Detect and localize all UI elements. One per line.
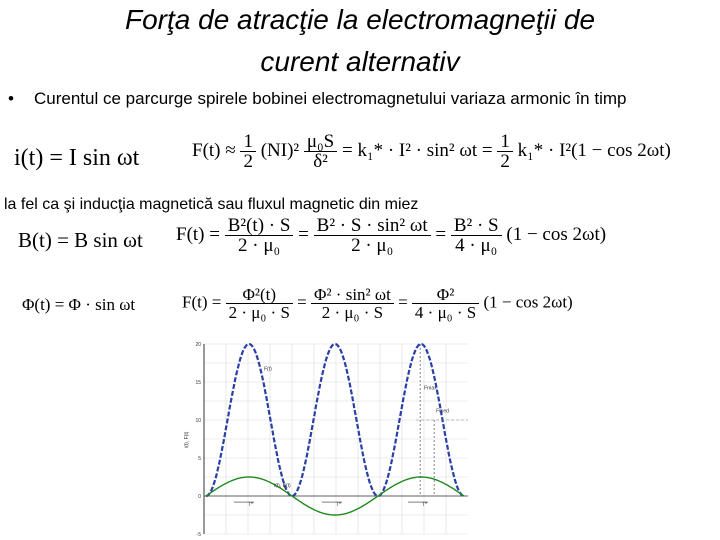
fraction xyxy=(311,286,394,321)
denominator: δ² xyxy=(304,151,337,171)
y-tick-label: -5 xyxy=(196,532,201,538)
numerator: 1 xyxy=(243,131,253,152)
y-tick-label: 15 xyxy=(195,380,201,386)
chart-annotation: F(t) xyxy=(264,366,272,373)
fraction xyxy=(412,286,479,321)
formula-force-flux xyxy=(182,286,573,321)
chart-series xyxy=(206,344,468,515)
numerator: 1 xyxy=(500,131,510,152)
fraction xyxy=(497,132,513,171)
y-tick-label: 20 xyxy=(195,342,201,348)
denominator: 2 xyxy=(240,151,256,171)
bullet-dot: • xyxy=(8,89,14,108)
y-axis-label: i(t), F(t) xyxy=(184,431,190,448)
numerator: B² · S xyxy=(453,215,499,236)
numerator: B²(t) · S xyxy=(227,215,291,236)
fraction xyxy=(240,132,256,171)
denominator: 4 · μ₀ · S xyxy=(412,303,479,321)
fraction xyxy=(225,216,294,255)
formula-part: (NI)² xyxy=(260,139,300,161)
formula-part: F(t) = xyxy=(176,223,220,245)
formula-force-induction xyxy=(176,216,606,255)
numerator: Φ² xyxy=(436,285,455,304)
denominator: 4 · μ₀ xyxy=(451,235,502,255)
chart-annotation: T* xyxy=(248,501,253,508)
formula-force-current xyxy=(192,132,671,171)
formula-induction: B(t) = B sin ωt xyxy=(18,228,143,252)
formula-part: = xyxy=(298,223,309,245)
fraction xyxy=(304,132,337,171)
slide-title-line2: curent alternativ xyxy=(260,46,460,77)
y-tick-label: 10 xyxy=(195,418,201,424)
formula-part: (1 − cos 2ωt) xyxy=(506,223,607,245)
slide-title-line1: Forţa de atracţie la electromagneţii de xyxy=(124,4,596,35)
formula-part: (1 − cos 2ωt) xyxy=(483,292,573,312)
bullet-item xyxy=(8,88,708,110)
formula-part: F(t) ≈ xyxy=(192,139,236,161)
chart-annotation: i(t), B(t) xyxy=(274,482,291,489)
formula-part: F(t) = xyxy=(182,292,222,312)
formula-part: k₁* · I²(1 − cos 2ωt) xyxy=(517,139,671,161)
formula-part: = xyxy=(297,292,307,312)
fraction xyxy=(226,286,293,321)
denominator: 2 xyxy=(497,151,513,171)
y-tick-label: 0 xyxy=(198,494,201,500)
numerator: Φ² · sin² ωt xyxy=(314,285,391,304)
numerator: B² · S · sin² ωt xyxy=(316,215,428,236)
chart-annotation: Fmax xyxy=(424,385,437,392)
formula-part: = xyxy=(398,292,408,312)
y-tick-label: 5 xyxy=(198,456,201,462)
formula-part: = xyxy=(435,223,447,245)
numerator: μ₀S xyxy=(306,131,335,152)
bullet-text: Curentul ce parcurge spirele bobinei electromagnetului variaza armonic în timp xyxy=(34,89,627,108)
formula-flux: Φ(t) = Φ · sin ωt xyxy=(22,295,136,314)
chart-annotation: Fmed xyxy=(436,408,449,415)
formula-part: = k₁* · I² · sin² ωt = xyxy=(341,139,493,161)
chart-annotation: T* xyxy=(336,501,341,508)
denominator: 2 · μ₀ xyxy=(225,235,294,255)
numerator: Φ²(t) xyxy=(242,285,277,304)
formula-current: i(t) = I sin ωt xyxy=(14,145,140,171)
denominator: 2 · μ₀ xyxy=(314,235,431,255)
fraction xyxy=(314,216,431,255)
denominator: 2 · μ₀ · S xyxy=(226,303,293,321)
force-waveform-chart xyxy=(178,338,484,538)
subtext: la fel ca şi inducţia magnetică sau fluxul magnetic din miez xyxy=(4,196,419,213)
denominator: 2 · μ₀ · S xyxy=(311,303,394,321)
chart-annotation: T* xyxy=(422,501,427,508)
fraction xyxy=(451,216,502,255)
